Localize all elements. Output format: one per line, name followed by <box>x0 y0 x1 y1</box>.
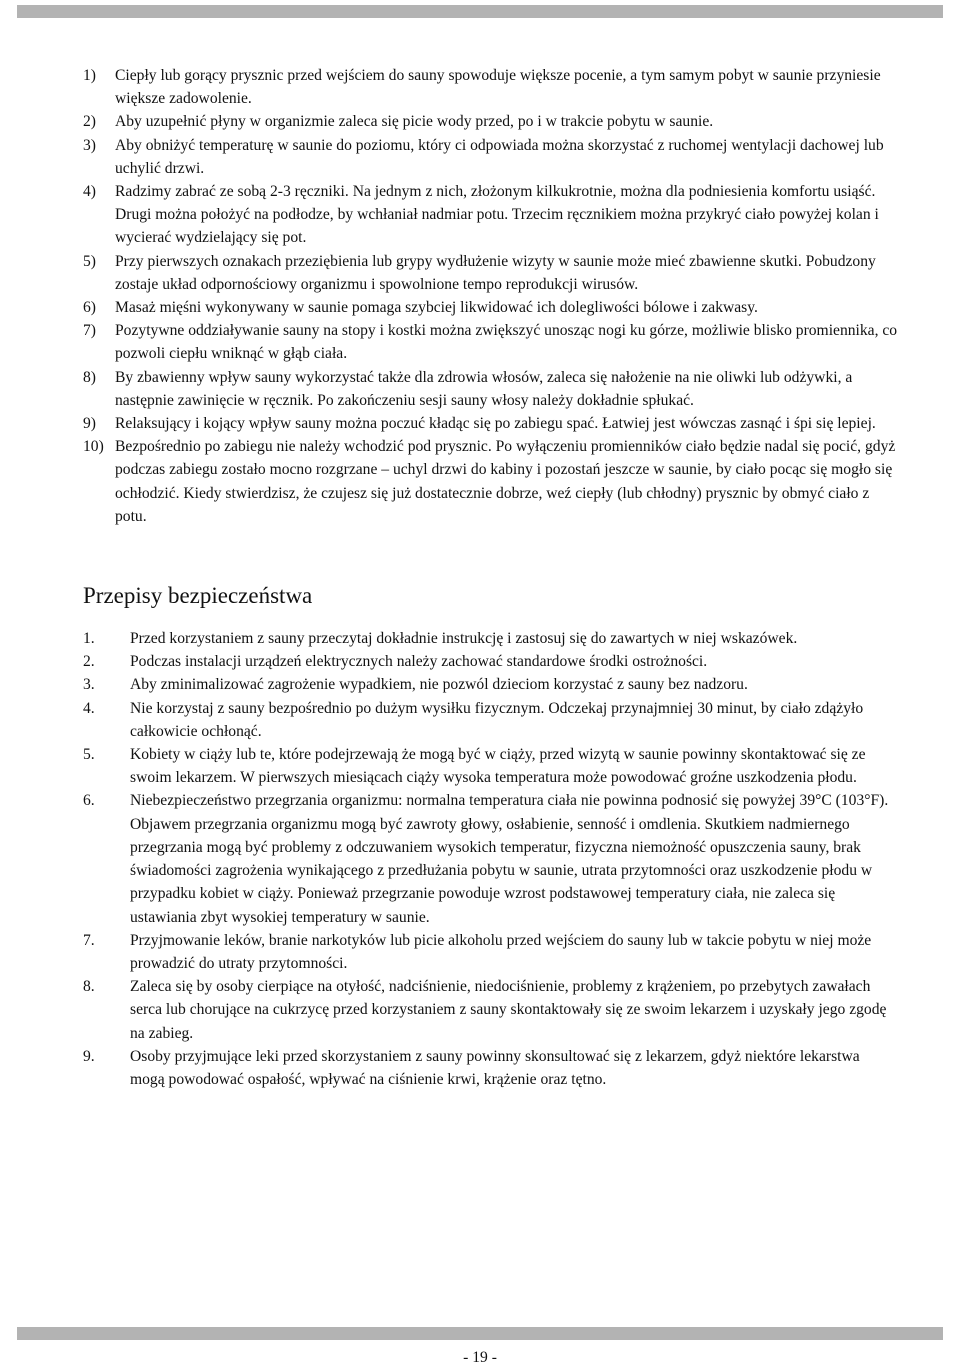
list-item <box>83 697 898 743</box>
list-item <box>83 366 898 412</box>
list-item <box>83 180 898 250</box>
list-item-text: Kobiety w ciąży lub te, które podejrzewają że mogą być w ciąży, przed wizytą w saunie powinny skontaktować się ze swoim lekarzem. W pierwszych miesiącach ciąży wysoka temperatura może powodować groźne uszkodzenia płodu. <box>130 746 866 787</box>
list-item-text: Przy pierwszych oznakach przeziębienia lub grypy wydłużenie wizyty w saunie może mieć zbawienne skutki. Pobudzony zostaje układ odpornościowy organizmu i spowolnione tempo reprodukcji wirusów. <box>115 252 876 293</box>
list-item <box>83 250 898 296</box>
list-item <box>83 673 898 696</box>
list-item <box>83 929 898 975</box>
list-item <box>83 650 898 673</box>
list-item-text: Aby obniżyć temperaturę w saunie do poziomu, który ci odpowiada można skorzystać z ruchomej wentylacji dachowej lub uchylić drzwi. <box>115 136 884 177</box>
list-item-text: Przed korzystaniem z sauny przeczytaj dokładnie instrukcję i zastosuj się do zawartych w niej wskazówek. <box>130 630 798 648</box>
list-item-number: 3) <box>83 136 96 154</box>
safety-rules-list <box>83 627 898 1091</box>
list-item-text: Niebezpieczeństwo przegrzania organizmu: normalna temperatura ciała nie powinna podnosić się powyżej 39°C (103°F). Objawem przegrzania organizmu mogą być zawroty głowy, osłabienie, senność i omdlenia. Skutkiem nadmiernego przegrzania mogą być problemy z odczuwaniem wysokich temperatur, fizyczna niemożność opuszczenia sauny, brak świadomości zagrożenia wynikającego z przedłużania pobytu w saunie, utrata przytomności oraz uszkodzenie płodu w przypadku kobiet w ciąży. Ponieważ przegrzanie powoduje wzrost podstawowej temperatury ciała, nie zaleca się ustawiania zbyt wysokiej temperatury w saunie. <box>130 792 889 926</box>
list-item-number: 4. <box>83 699 95 717</box>
list-item-number: 1. <box>83 630 95 648</box>
list-item-number: 4) <box>83 183 96 201</box>
list-item-number: 7) <box>83 322 96 340</box>
footer-bar <box>17 1327 943 1340</box>
list-item-number: 2) <box>83 113 96 131</box>
tips-list <box>83 64 898 528</box>
list-item <box>83 789 898 928</box>
list-item-text: Pozytywne oddziaływanie sauny na stopy i kostki można zwiększyć unosząc nogi ku górze, możliwie blisko promiennika, co pozwoli ciepłu wniknąć w głąb ciała. <box>115 322 898 363</box>
list-item-text: Bezpośrednio po zabiegu nie należy wchodzić pod prysznic. Po wyłączeniu promienników ciało będzie nadal się pocić, gdyż podczas zabiegu zostało mocno rozgrzane – uchyl drzwi do kabiny i pozostań jeszcze w saunie, by ciało pocąc się mogło się ochłodzić. Kiedy stwierdzisz, że czujesz się już dostatecznie dobrze, weź ciepły (lub chłodny) prysznic by obmyć ciało z potu. <box>115 438 896 525</box>
list-item-number: 2. <box>83 653 95 671</box>
list-item <box>83 743 898 789</box>
list-item-text: Aby uzupełnić płyny w organizmie zaleca się picie wody przed, po i w trakcie pobytu w saunie. <box>115 113 714 131</box>
list-item-text: Podczas instalacji urządzeń elektrycznych należy zachować standardowe środki ostrożności. <box>130 653 708 671</box>
header-bar <box>17 5 943 18</box>
list-item-text: Aby zminimalizować zagrożenie wypadkiem, nie pozwól dzieciom korzystać z sauny bez nadzoru. <box>130 676 748 694</box>
list-item-number: 5) <box>83 252 96 270</box>
list-item-text: Radzimy zabrać ze sobą 2-3 ręczniki. Na jednym z nich, złożonym kilkukrotnie, można dla podniesienia komfortu usiąść. Drugi można położyć na podłodze, by wchłaniał nadmiar potu. Trzecim ręcznikiem można przykryć ciało powyżej kolan i wycierać wydzielający się pot. <box>115 183 879 247</box>
list-item-text: Przyjmowanie leków, branie narkotyków lub picie alkoholu przed wejściem do sauny lub w takcie pobytu w niej może prowadzić do utraty przytomności. <box>130 931 872 972</box>
list-item <box>83 412 898 435</box>
list-item-number: 3. <box>83 676 95 694</box>
list-item <box>83 64 898 110</box>
page-content <box>83 64 898 1091</box>
list-item-number: 8. <box>83 978 95 996</box>
list-item <box>83 975 898 1045</box>
list-item <box>83 627 898 650</box>
list-item-text: Relaksujący i kojący wpływ sauny można poczuć kładąc się po zabiegu spać. Łatwiej jest wówczas zasnąć i śpi się lepiej. <box>115 415 876 433</box>
section-heading: Przepisy bezpieczeństwa <box>83 583 313 609</box>
list-item <box>83 435 898 528</box>
list-item-text: Masaż mięśni wykonywany w saunie pomaga szybciej likwidować ich dolegliwości bólowe i zakwasy. <box>115 299 758 317</box>
list-item-number: 8) <box>83 368 96 386</box>
list-item <box>83 296 898 319</box>
list-item-number: 7. <box>83 931 95 949</box>
list-item-text: Nie korzystaj z sauny bezpośrednio po dużym wysiłku fizycznym. Odczekaj przynajmniej 30 minut, by ciało zdążyło całkowicie ochłonąć. <box>130 699 864 740</box>
list-item <box>83 110 898 133</box>
list-item-number: 6. <box>83 792 95 810</box>
list-item-text: By zbawienny wpływ sauny wykorzystać także dla zdrowia włosów, zaleca się nałożenie na nie oliwki lub odżywki, a następnie zawinięcie w ręcznik. Po zakończeniu sesji sauny włosy należy dokładnie spłukać. <box>115 368 853 409</box>
list-item <box>83 134 898 180</box>
list-item-text: Zaleca się by osoby cierpiące na otyłość, nadciśnienie, niedociśnienie, problemy z krążeniem, po przebytych zawałach serca lub chorujące na cukrzycę przed korzystaniem z sauny skontaktowały się ze swoim lekarzem i uzyskały jego zgodę na zabieg. <box>130 978 887 1042</box>
list-item-number: 5. <box>83 746 95 764</box>
list-item <box>83 319 898 365</box>
page-number: - 19 - <box>463 1349 497 1366</box>
list-item-number: 9. <box>83 1047 95 1065</box>
list-item-number: 10) <box>83 438 104 456</box>
list-item-text: Ciepły lub gorący prysznic przed wejściem do sauny spowoduje większe pocenie, a tym samym pobyt w saunie przyniesie większe zadowolenie. <box>115 67 881 108</box>
list-item <box>83 1045 898 1091</box>
list-item-number: 6) <box>83 299 96 317</box>
list-item-text: Osoby przyjmujące leki przed skorzystaniem z sauny powinny skonsultować się z lekarzem, gdyż niektóre lekarstwa mogą powodować ospałość, wpływać na ciśnienie krwi, krążenie oraz tętno. <box>130 1047 860 1088</box>
list-item-number: 1) <box>83 67 96 84</box>
list-item-number: 9) <box>83 415 96 433</box>
